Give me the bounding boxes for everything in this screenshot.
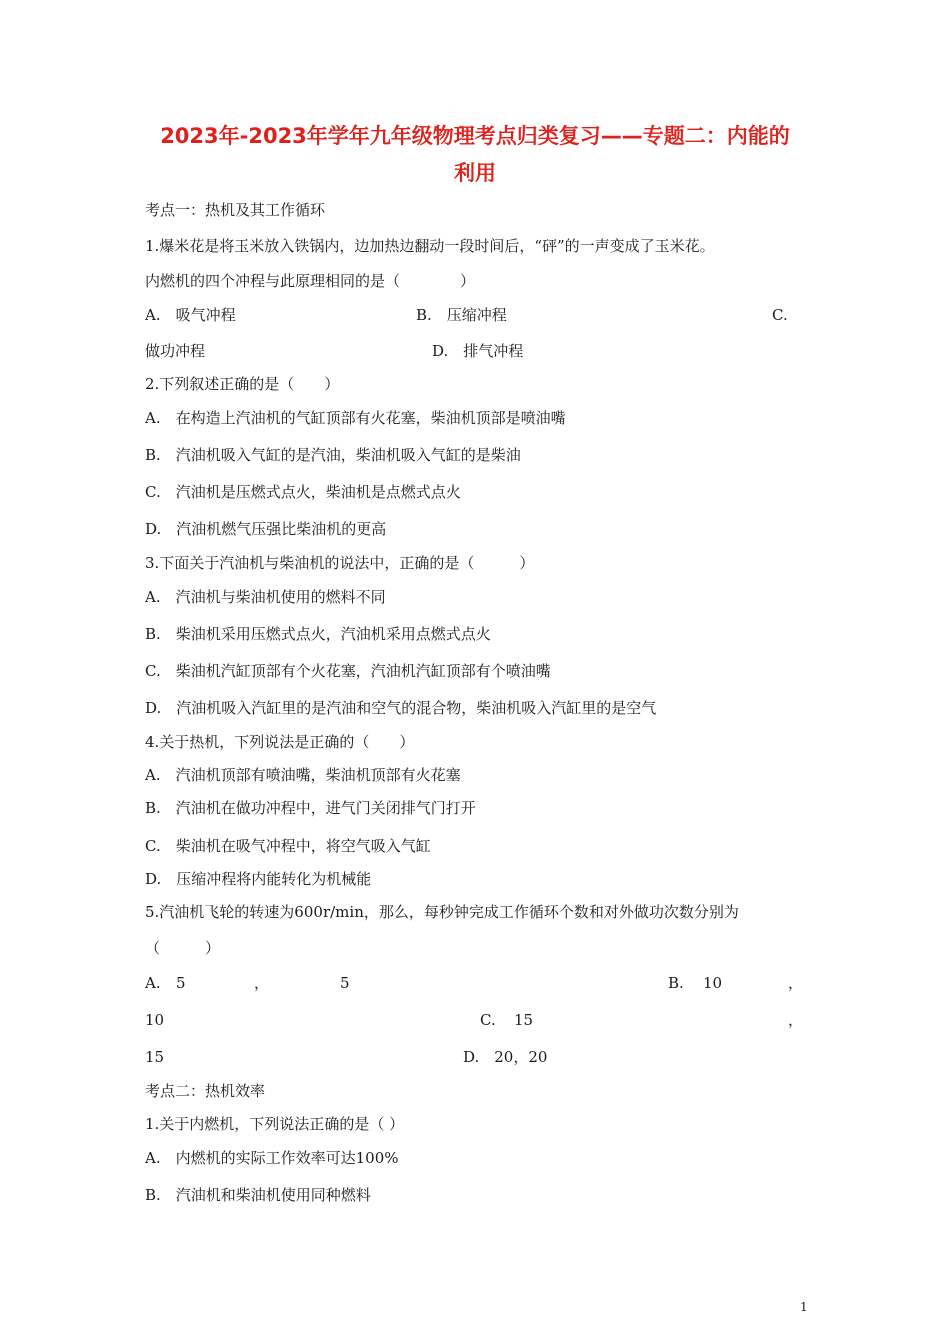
s1-q3-option-d: D. 汽油机吸入汽缸里的是汽油和空气的混合物，柴油机吸入汽缸里的是空气 — [145, 699, 657, 717]
document-title-line1: 2023年-2023年学年九年级物理考点归类复习——专题二：内能的 — [160, 124, 790, 148]
s1-q4-stem: 4.关于热机，下列说法是正确的（ ） — [145, 733, 415, 751]
s1-q3-option-c: C. 柴油机汽缸顶部有个火花塞，汽油机汽缸顶部有个喷油嘴 — [145, 662, 551, 680]
s1-q1-stem-line2: 内燃机的四个冲程与此原理相同的是（ ） — [145, 272, 476, 290]
s1-q4-option-a: A. 汽油机顶部有喷油嘴，柴油机顶部有火花塞 — [145, 766, 461, 784]
s2-q1-option-a: A. 内燃机的实际工作效率可达100% — [145, 1149, 399, 1167]
s1-q3-stem: 3.下面关于汽油机与柴油机的说法中，正确的是（ ） — [145, 554, 535, 572]
s1-q5-option-c-value2: 15 — [145, 1048, 165, 1066]
s1-q1-option-c-label: C. — [772, 306, 788, 324]
section2-heading: 考点二：热机效率 — [145, 1082, 266, 1100]
s1-q2-option-b: B. 汽油机吸入气缸的是汽油，柴油机吸入气缸的是柴油 — [145, 446, 521, 464]
s1-q5-option-c-label: C. — [480, 1011, 496, 1029]
s1-q1-option-b: B. 压缩冲程 — [416, 306, 507, 324]
s1-q3-option-a: A. 汽油机与柴油机使用的燃料不同 — [145, 588, 386, 606]
s1-q4-option-d: D. 压缩冲程将内能转化为机械能 — [145, 870, 372, 888]
s1-q2-option-a: A. 在构造上汽油机的气缸顶部有火花塞，柴油机顶部是喷油嘴 — [145, 409, 566, 427]
s1-q1-option-a: A. 吸气冲程 — [145, 306, 236, 324]
s1-q2-stem: 2.下列叙述正确的是（ ） — [145, 375, 340, 393]
s1-q1-stem-line1: 1.爆米花是将玉米放入铁锅内，边加热边翻动一段时间后，“砰”的一声变成了玉米花。 — [145, 237, 715, 255]
s1-q5-stem-line2: （ ） — [145, 939, 221, 957]
s1-q5-option-b-value2: 10 — [145, 1011, 165, 1029]
s1-q5-option-c-value1: 15 — [514, 1011, 534, 1029]
s1-q5-stem-line1: 5.汽油机飞轮的转速为600r/min，那么，每秒钟完成工作循环个数和对外做功次数分别为 — [145, 903, 739, 921]
document-title-line2: 利用 — [454, 161, 496, 185]
page-number: 1 — [800, 1300, 808, 1314]
s1-q2-option-c: C. 汽油机是压燃式点火，柴油机是点燃式点火 — [145, 483, 461, 501]
s1-q5-option-a-label: A. — [145, 974, 161, 992]
s2-q1-option-b: B. 汽油机和柴油机使用同种燃料 — [145, 1186, 371, 1204]
s1-q1-option-d: D. 排气冲程 — [432, 342, 524, 360]
s1-q5-option-b-comma: ， — [788, 974, 804, 992]
s1-q1-option-c-text: 做功冲程 — [145, 342, 206, 360]
s1-q5-option-a-comma: ， — [254, 974, 270, 992]
s2-q1-stem: 1.关于内燃机，下列说法正确的是（ ） — [145, 1115, 405, 1133]
s1-q5-option-c-comma: ， — [788, 1011, 804, 1029]
s1-q2-option-d: D. 汽油机燃气压强比柴油机的更高 — [145, 520, 387, 538]
s1-q4-option-b: B. 汽油机在做功冲程中，进气门关闭排气门打开 — [145, 799, 476, 817]
s1-q5-option-a-value1: 5 — [176, 974, 186, 992]
s1-q5-option-b-label: B. — [668, 974, 684, 992]
s1-q4-option-c: C. 柴油机在吸气冲程中，将空气吸入气缸 — [145, 837, 431, 855]
s1-q5-option-d: D. 20，20 — [463, 1048, 548, 1066]
s1-q3-option-b: B. 柴油机采用压燃式点火，汽油机采用点燃式点火 — [145, 625, 491, 643]
section1-heading: 考点一：热机及其工作循环 — [145, 201, 326, 219]
s1-q5-option-b-value1: 10 — [703, 974, 723, 992]
s1-q5-option-a-value2: 5 — [340, 974, 350, 992]
